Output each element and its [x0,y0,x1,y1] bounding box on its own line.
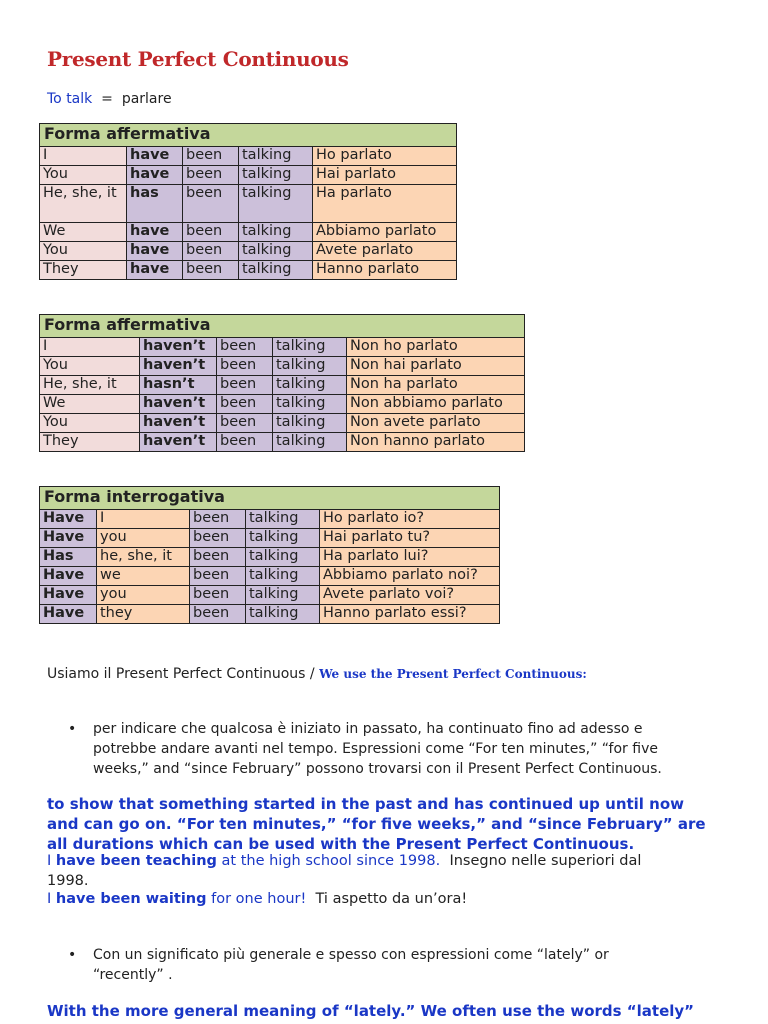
aux-cell: haven’t [140,395,217,414]
example-rest: for one hour! [211,891,307,907]
bullet-line: weeks,” and “since February” possono trovarsi con il Present Perfect Continuous. [93,761,662,777]
translation-cell: Hanno parlato essi? [320,605,500,624]
table-row [40,338,525,357]
verb-cell: talking [239,147,313,166]
example-rest: at the high school since 1998. [221,853,441,869]
table-row [40,185,457,223]
aux-cell: Have [40,567,97,586]
translation-cell: Abbiamo parlato [313,223,457,242]
table-row [40,414,525,433]
example-sentence [47,851,747,891]
verb-cell: talking [273,395,347,414]
subject-cell: They [40,433,140,452]
translation-cell: Non avete parlato [347,414,525,433]
aux-cell: haven’t [140,433,217,452]
subject-cell: you [97,586,190,605]
translation-cell: Non ho parlato [347,338,525,357]
example-translation: Ti aspetto da un’ora! [315,891,468,907]
translation-cell: Non hai parlato [347,357,525,376]
been-cell: been [217,338,273,357]
verb-cell: talking [239,261,313,280]
subject-cell: They [40,261,127,280]
been-cell: been [183,147,239,166]
been-cell: been [183,185,239,223]
verb-cell: talking [273,433,347,452]
example-translation-cont: 1998. [47,873,89,889]
equals-sign: = [101,91,113,107]
explanation-line: and can go on. “For ten minutes,” “for five weeks,” and “since February” are [47,815,706,833]
aux-cell: has [127,185,183,223]
translation-cell: Avete parlato [313,242,457,261]
verb-cell: talking [273,357,347,376]
example-sentence [47,889,467,909]
verb-meaning: parlare [121,91,172,107]
table-row [40,242,457,261]
verb-cell: talking [273,338,347,357]
been-cell: been [217,433,273,452]
bullet-line: Con un significato più generale e spesso con espressioni come “lately” or [93,947,609,963]
subject-cell: You [40,166,127,185]
verb-cell: talking [239,166,313,185]
been-cell: been [217,357,273,376]
been-cell: been [190,548,246,567]
verb-cell: talking [246,548,320,567]
table-row [40,223,457,242]
aux-cell: haven’t [140,338,217,357]
page-title: Present Perfect Continuous [47,47,349,71]
aux-cell: Have [40,605,97,624]
translation-cell: Ha parlato lui? [320,548,500,567]
verb-definition [47,91,172,107]
aux-cell: Has [40,548,97,567]
been-cell: been [183,261,239,280]
subject-cell: You [40,242,127,261]
intro-english: We use the Present Perfect Continuous: [319,667,587,681]
verb-cell: talking [273,376,347,395]
verb-cell: talking [239,242,313,261]
interrogative-table [39,486,500,624]
verb-cell: talking [273,414,347,433]
been-cell: been [217,414,273,433]
table-row [40,376,525,395]
verb-cell: talking [246,605,320,624]
table-row [40,567,500,586]
translation-cell: Hai parlato tu? [320,529,500,548]
translation-cell: Abbiamo parlato noi? [320,567,500,586]
aux-cell: haven’t [140,357,217,376]
subject-cell: I [40,338,140,357]
table-row [40,357,525,376]
translation-cell: Hai parlato [313,166,457,185]
aux-cell: have [127,223,183,242]
bullet-icon: • [68,721,77,737]
example-verb: have been teaching [55,853,217,869]
table-row [40,261,457,280]
verb-cell: talking [246,510,320,529]
table-row [40,166,457,185]
explanation-line: With the more general meaning of “lately.” We often use the words “lately” [47,1002,695,1020]
aux-cell: Have [40,510,97,529]
table-row [40,548,500,567]
table-header: Forma affermativa [40,315,525,338]
aux-cell: have [127,242,183,261]
been-cell: been [190,510,246,529]
aux-cell: Have [40,529,97,548]
translation-cell: Ha parlato [313,185,457,223]
affirmative-table [39,123,457,280]
bullet-icon: • [68,947,77,963]
aux-cell: have [127,147,183,166]
translation-cell: Ho parlato io? [320,510,500,529]
subject-cell: he, she, it [97,548,190,567]
translation-cell: Non ha parlato [347,376,525,395]
been-cell: been [190,586,246,605]
verb-cell: talking [246,529,320,548]
subject-cell: you [97,529,190,548]
translation-cell: Hanno parlato [313,261,457,280]
bullet-line: per indicare che qualcosa è iniziato in passato, ha continuato fino ad adesso e [93,721,643,737]
verb-cell: talking [239,223,313,242]
been-cell: been [183,242,239,261]
aux-cell: have [127,261,183,280]
been-cell: been [217,395,273,414]
negative-table [39,314,525,452]
intro-paragraph [47,664,587,684]
subject-cell: I [97,510,190,529]
been-cell: been [217,376,273,395]
example-translation: Insegno nelle superiori dal [449,853,642,869]
subject-cell: we [97,567,190,586]
table-row [40,586,500,605]
bullet-line: “recently” . [93,967,173,983]
explanation-line: to show that something started in the past and has continued up until now [47,795,685,813]
translation-cell: Non abbiamo parlato [347,395,525,414]
intro-italian: Usiamo il Present Perfect Continuous / [47,666,315,682]
been-cell: been [190,605,246,624]
aux-cell: hasn’t [140,376,217,395]
example-verb: have been waiting [55,891,207,907]
been-cell: been [190,567,246,586]
explanation-line: all durations which can be used with the Present Perfect Continuous. [47,835,635,853]
table-header: Forma affermativa [40,124,457,147]
been-cell: been [190,529,246,548]
table-row [40,147,457,166]
subject-cell: they [97,605,190,624]
table-row [40,529,500,548]
aux-cell: have [127,166,183,185]
example-subject: I [47,891,52,907]
verb-cell: talking [246,586,320,605]
aux-cell: Have [40,586,97,605]
verb-cell: talking [246,567,320,586]
verb-cell: talking [239,185,313,223]
example-subject: I [47,853,52,869]
english-explanation [47,1001,694,1021]
english-explanation [47,794,706,854]
translation-cell: Non hanno parlato [347,433,525,452]
table-row [40,510,500,529]
subject-cell: You [40,414,140,433]
subject-cell: He, she, it [40,376,140,395]
table-row [40,605,500,624]
been-cell: been [183,223,239,242]
subject-cell: He, she, it [40,185,127,223]
subject-cell: We [40,223,127,242]
bullet-line: potrebbe andare avanti nel tempo. Espressioni come “For ten minutes,” “for five [93,741,658,757]
subject-cell: I [40,147,127,166]
subject-cell: We [40,395,140,414]
aux-cell: haven’t [140,414,217,433]
translation-cell: Avete parlato voi? [320,586,500,605]
table-row [40,433,525,452]
table-header: Forma interrogativa [40,487,500,510]
been-cell: been [183,166,239,185]
translation-cell: Ho parlato [313,147,457,166]
verb-term: To talk [47,91,93,107]
table-row [40,395,525,414]
subject-cell: You [40,357,140,376]
